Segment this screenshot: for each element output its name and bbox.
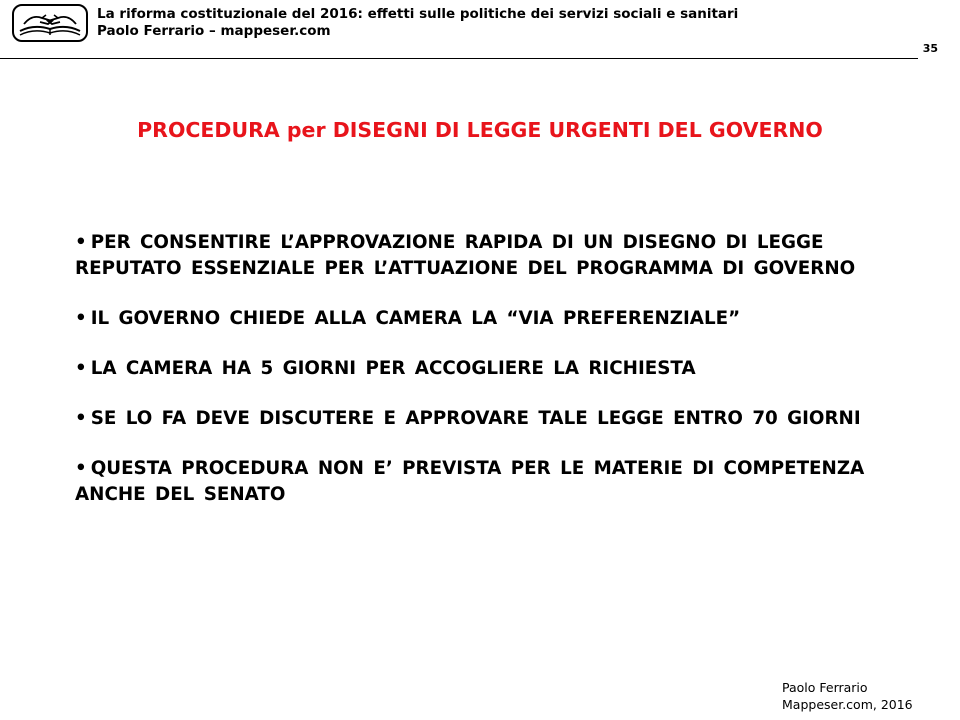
header-title: La riforma costituzionale del 2016: effetti sulle politiche dei servizi sociali e sanitari <box>97 6 739 22</box>
page-number: 35 <box>922 42 938 55</box>
footer <box>782 679 913 713</box>
bullet-text: PER CONSENTIRE L’APPROVAZIONE RAPIDA DI UN DISEGNO DI LEGGE REPUTATO ESSENZIALE PER L’ATTUAZIONE DEL PROGRAMMA DI GOVERNO <box>75 232 856 279</box>
bullet-mark: • <box>75 358 87 379</box>
bullet-mark: • <box>75 308 87 329</box>
book-with-hands-logo <box>12 4 88 42</box>
bullet-text: QUESTA PROCEDURA NON E’ PREVISTA PER LE MATERIE DI COMPETENZA ANCHE DEL SENATO <box>75 458 865 505</box>
header <box>97 6 738 40</box>
bullet-mark: • <box>75 232 87 253</box>
header-divider <box>0 58 918 59</box>
bullet-item <box>75 306 895 332</box>
bullet-item <box>75 230 895 282</box>
bullet-item <box>75 456 895 508</box>
footer-site-year: Mappeser.com, 2016 <box>782 697 913 712</box>
bullet-list <box>75 230 895 532</box>
bullet-mark: • <box>75 408 87 429</box>
header-author: Paolo Ferrario – mappeser.com <box>97 23 331 39</box>
bullet-text: LA CAMERA HA 5 GIORNI PER ACCOGLIERE LA RICHIESTA <box>90 358 696 379</box>
slide-title: PROCEDURA per DISEGNI DI LEGGE URGENTI DEL GOVERNO <box>137 118 823 142</box>
bullet-text: SE LO FA DEVE DISCUTERE E APPROVARE TALE LEGGE ENTRO 70 GIORNI <box>90 408 861 429</box>
bullet-text: IL GOVERNO CHIEDE ALLA CAMERA LA “VIA PREFERENZIALE” <box>90 308 741 329</box>
bullet-item <box>75 356 895 382</box>
bullet-mark: • <box>75 458 87 479</box>
bullet-item <box>75 406 895 432</box>
footer-author: Paolo Ferrario <box>782 680 868 695</box>
